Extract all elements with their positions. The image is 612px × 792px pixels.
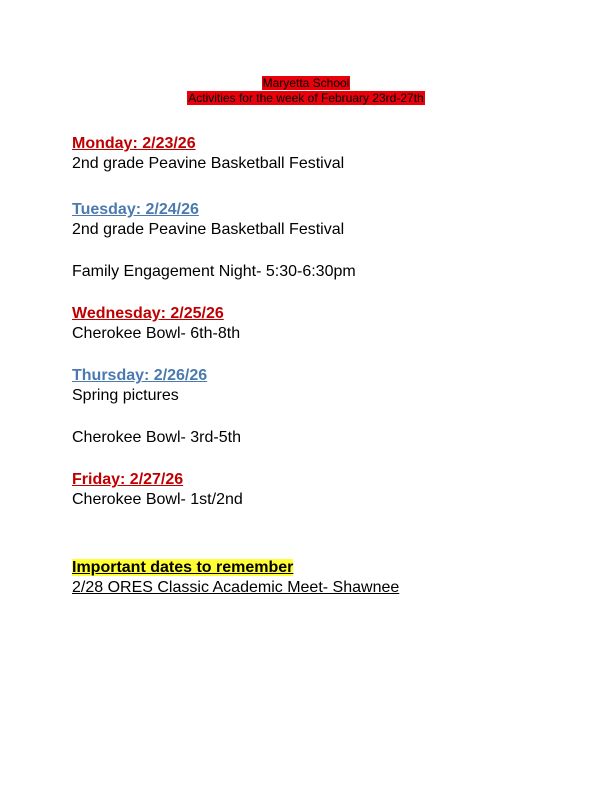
- activity-item: Family Engagement Night- 5:30-6:30pm: [72, 263, 356, 280]
- day-section-tuesday: [72, 200, 592, 282]
- day-section-friday: [72, 470, 592, 510]
- week-title-line: [0, 91, 612, 106]
- document-header: [0, 76, 612, 106]
- day-section-wednesday: [72, 304, 592, 344]
- activity-item: Spring pictures: [72, 387, 179, 404]
- activity-item: 2nd grade Peavine Basketball Festival: [72, 221, 345, 238]
- day-heading-monday: Monday: 2/23/26: [72, 135, 196, 152]
- school-name: Maryetta School: [262, 76, 350, 90]
- activities-list: [72, 134, 592, 598]
- day-heading-wednesday: Wednesday: 2/25/26: [72, 305, 224, 322]
- important-dates-heading: Important dates to remember: [72, 559, 294, 576]
- day-heading-tuesday: Tuesday: 2/24/26: [72, 201, 199, 218]
- activity-item: Cherokee Bowl- 1st/2nd: [72, 491, 243, 508]
- school-name-line: [0, 76, 612, 91]
- important-date-item: 2/28 ORES Classic Academic Meet- Shawnee: [72, 579, 400, 596]
- day-heading-friday: Friday: 2/27/26: [72, 471, 184, 488]
- day-section-monday: [72, 134, 592, 174]
- activity-item: 2nd grade Peavine Basketball Festival: [72, 155, 345, 172]
- day-heading-thursday: Thursday: 2/26/26: [72, 367, 208, 384]
- activity-item: Cherokee Bowl- 6th-8th: [72, 325, 241, 342]
- day-section-thursday: [72, 366, 592, 448]
- week-title: Activities for the week of February 23rd-27th: [188, 91, 424, 105]
- activity-item: Cherokee Bowl- 3rd-5th: [72, 429, 241, 446]
- important-dates-section: [72, 558, 592, 598]
